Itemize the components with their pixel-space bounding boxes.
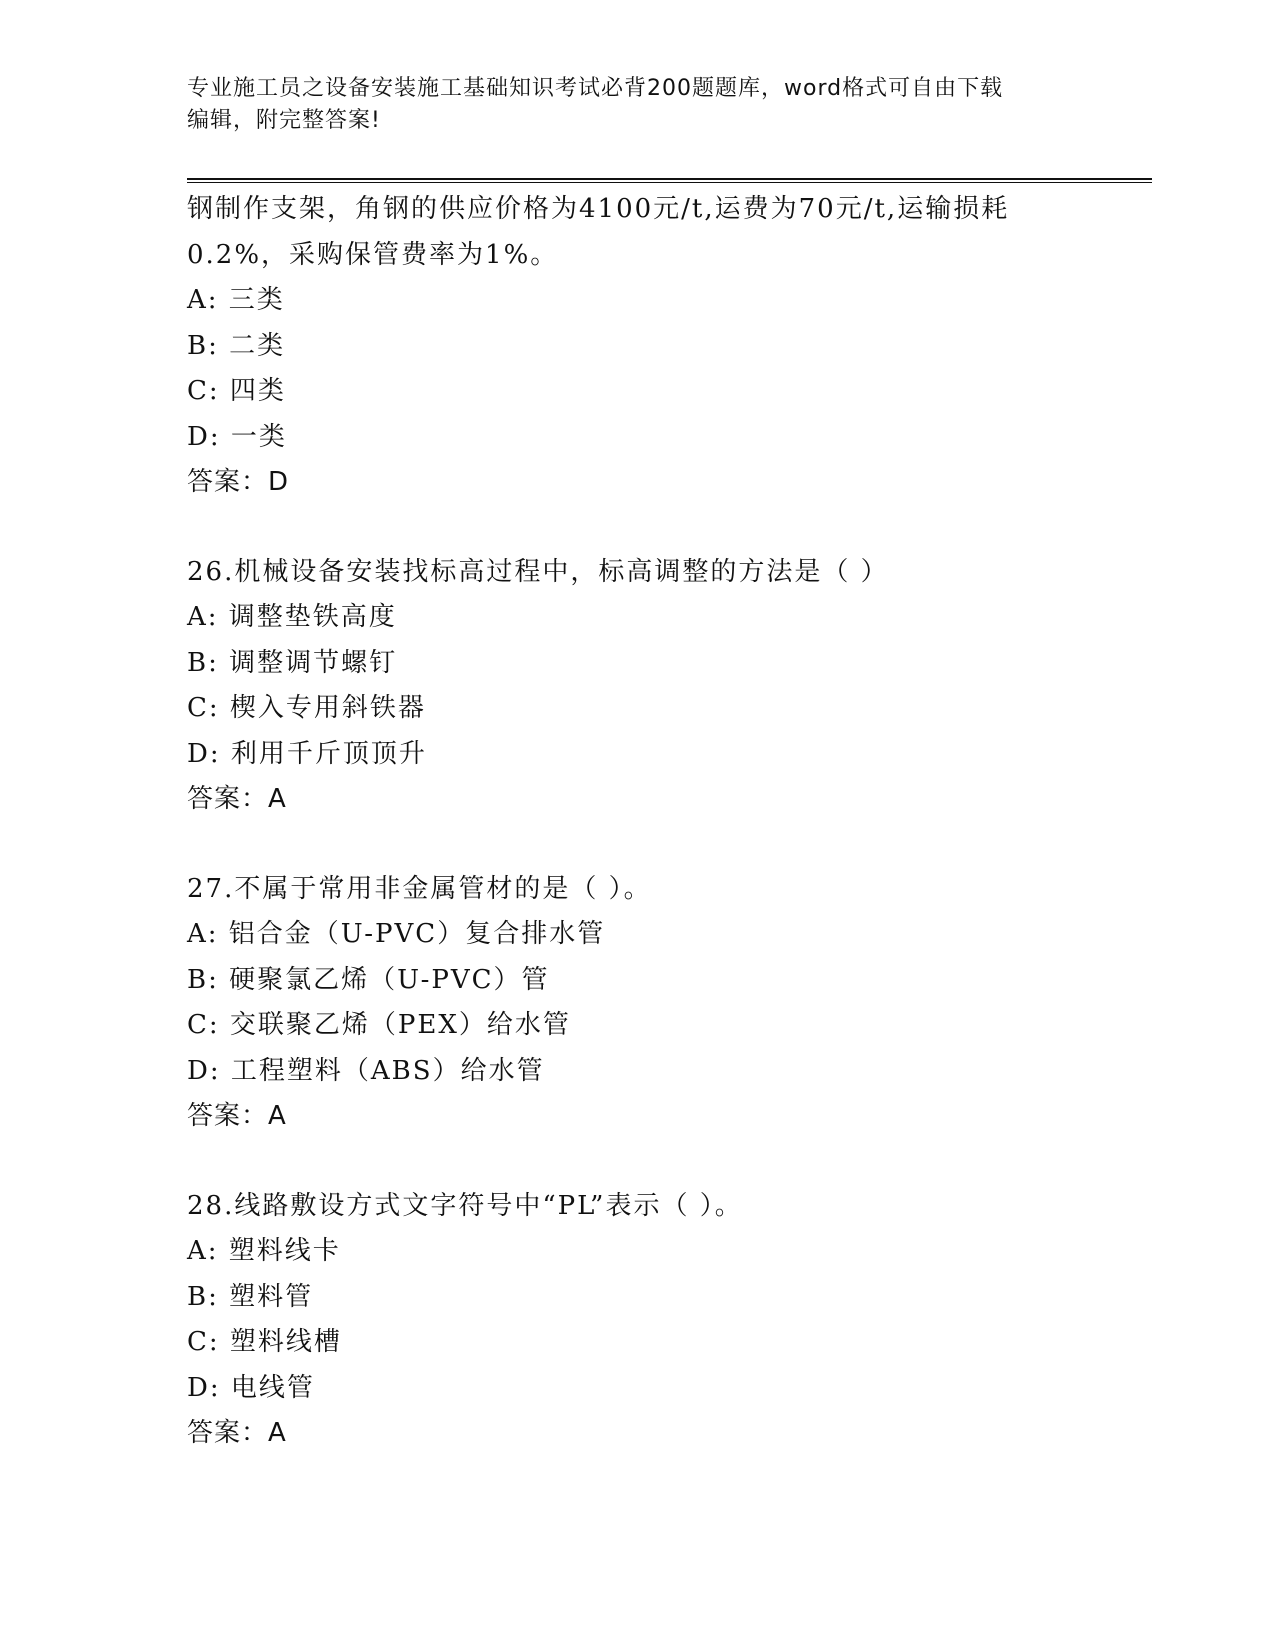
option-d: D: 电线管 [187,1372,315,1403]
option-d: D: 一类 [187,421,287,452]
document-header [187,73,1067,137]
question-stem: 27.不属于常用非金属管材的是（ ）。 [187,873,652,904]
option-c: C: 塑料线槽 [187,1327,342,1357]
document-body [187,187,1147,1457]
question-stem-line: 钢制作支架，角钢的供应价格为4100元/t,运费为70元/t,运输损耗 [187,194,1010,224]
header-title-line-1: 专业施工员之设备安装施工基础知识考试必背200题题库，word格式可自由下载 [187,76,1004,101]
option-c: C: 四类 [187,376,286,406]
option-b: B: 硬聚氯乙烯（U-PVC）管 [187,964,550,995]
answer-line: 答案：D [187,467,290,497]
option-d: D: 利用千斤顶顶升 [187,738,427,769]
option-b: B: 二类 [187,330,286,361]
option-a: A: 铝合金（U-PVC）复合排水管 [187,919,606,949]
option-c: C: 楔入专用斜铁器 [187,693,426,723]
question-stem: 26.机械设备安装找标高过程中，标高调整的方法是（ ） [187,556,889,587]
question-block-26 [187,550,1147,823]
question-block-continued [187,187,1147,506]
question-block-28 [187,1184,1147,1457]
header-divider [187,178,1152,183]
answer-line: 答案：A [187,784,287,814]
header-title-line-2: 编辑，附完整答案! [187,108,381,133]
answer-line: 答案：A [187,1418,287,1448]
question-stem-line: 0.2%，采购保管费率为1%。 [187,239,559,270]
answer-line: 答案：A [187,1101,287,1131]
option-c: C: 交联聚乙烯（PEX）给水管 [187,1010,571,1040]
option-a: A: 调整垫铁高度 [187,602,397,632]
option-b: B: 调整调节螺钉 [187,647,398,678]
option-b: B: 塑料管 [187,1281,314,1312]
option-d: D: 工程塑料（ABS）给水管 [187,1055,545,1086]
option-a: A: 塑料线卡 [187,1236,341,1266]
question-block-27 [187,867,1147,1140]
option-a: A: 三类 [187,285,285,315]
question-stem: 28.线路敷设方式文字符号中“PL”表示（ ）。 [187,1190,743,1221]
